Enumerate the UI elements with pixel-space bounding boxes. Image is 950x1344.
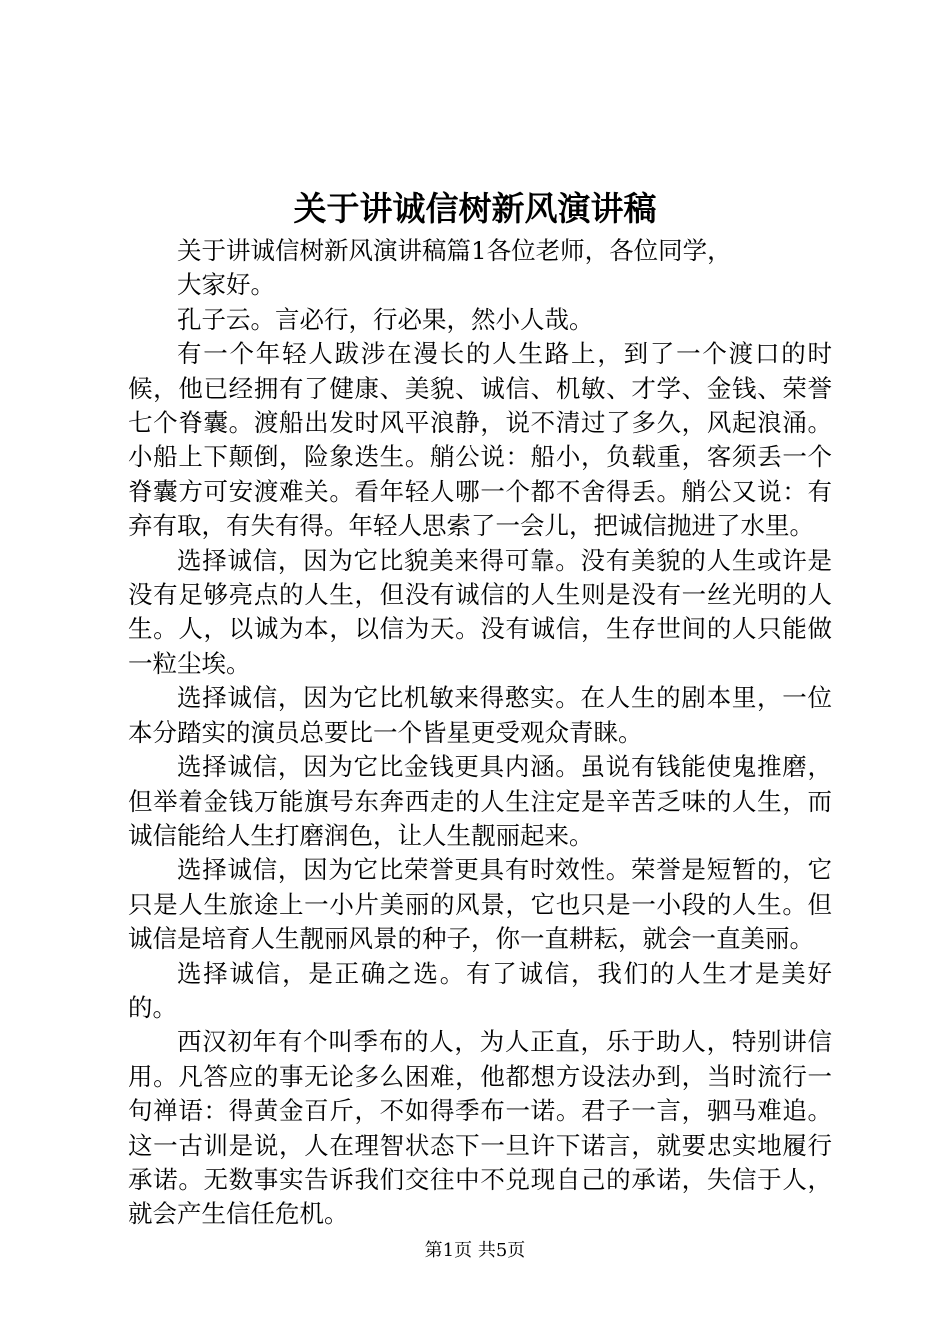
paragraph: 选择诚信，因为它比貌美来得可靠。没有美貌的人生或许是没有足够亮点的人生，但没有诚信的人生则是没有一丝光明的人生。人，以诚为本，以信为天。没有诚信，生存世间的人只能做一粒尘埃。 <box>128 545 832 678</box>
document-title: 关于讲诚信树新风演讲稿 <box>293 189 657 228</box>
paragraph: 西汉初年有个叫季布的人，为人正直，乐于助人，特别讲信用。凡答应的事无论多么困难，他都想方设法办到，当时流行一句禅语：得黄金百斤，不如得季布一诺。君子一言，驷马难追。这一古训是说，人在理智状态下一旦许下诺言，就要忠实地履行承诺。无数事实告诉我们交往中不兑现自己的承诺，失信于人，就会产生信任危机。 <box>128 1027 832 1229</box>
paragraph: 选择诚信，因为它比荣誉更具有时效性。荣誉是短暂的，它只是人生旅途上一小片美丽的风景，它也只是一小段的人生。但诚信是培育人生靓丽风景的种子，你一直耕耘，就会一直美丽。 <box>128 855 832 954</box>
paragraph: 大家好。 <box>177 270 275 300</box>
document-body <box>128 234 832 1232</box>
paragraph: 选择诚信，因为它比金钱更具内涵。虽说有钱能使鬼推磨，但举着金钱万能旗号东奔西走的人生注定是辛苦乏味的人生，而诚信能给人生打磨润色，让人生靓丽起来。 <box>128 752 832 850</box>
paragraph: 关于讲诚信树新风演讲稿篇1各位老师，各位同学， <box>177 236 732 265</box>
paragraph: 选择诚信，因为它比机敏来得憨实。在人生的剧本里，一位本分踏实的演员总要比一个皆星更受观众青睐。 <box>128 683 832 747</box>
page-footer: 第1页 共5页 <box>424 1240 526 1261</box>
paragraph: 有一个年轻人跋涉在漫长的人生路上，到了一个渡口的时候，他已经拥有了健康、美貌、诚信、机敏、才学、金钱、荣誉七个脊囊。渡船出发时风平浪静，说不清过了多久，风起浪涌。小船上下颠倒，险象迭生。艄公说：船小，负载重，客须丢一个脊囊方可安渡难关。看年轻人哪一个都不舍得丢。艄公又说：有弃有取，有失有得。年轻人思索了一会儿，把诚信抛进了水里。 <box>128 339 832 541</box>
paragraph: 孔子云。言必行，行必果，然小人哉。 <box>177 304 594 334</box>
paragraph: 选择诚信，是正确之选。有了诚信，我们的人生才是美好的。 <box>128 958 832 1022</box>
